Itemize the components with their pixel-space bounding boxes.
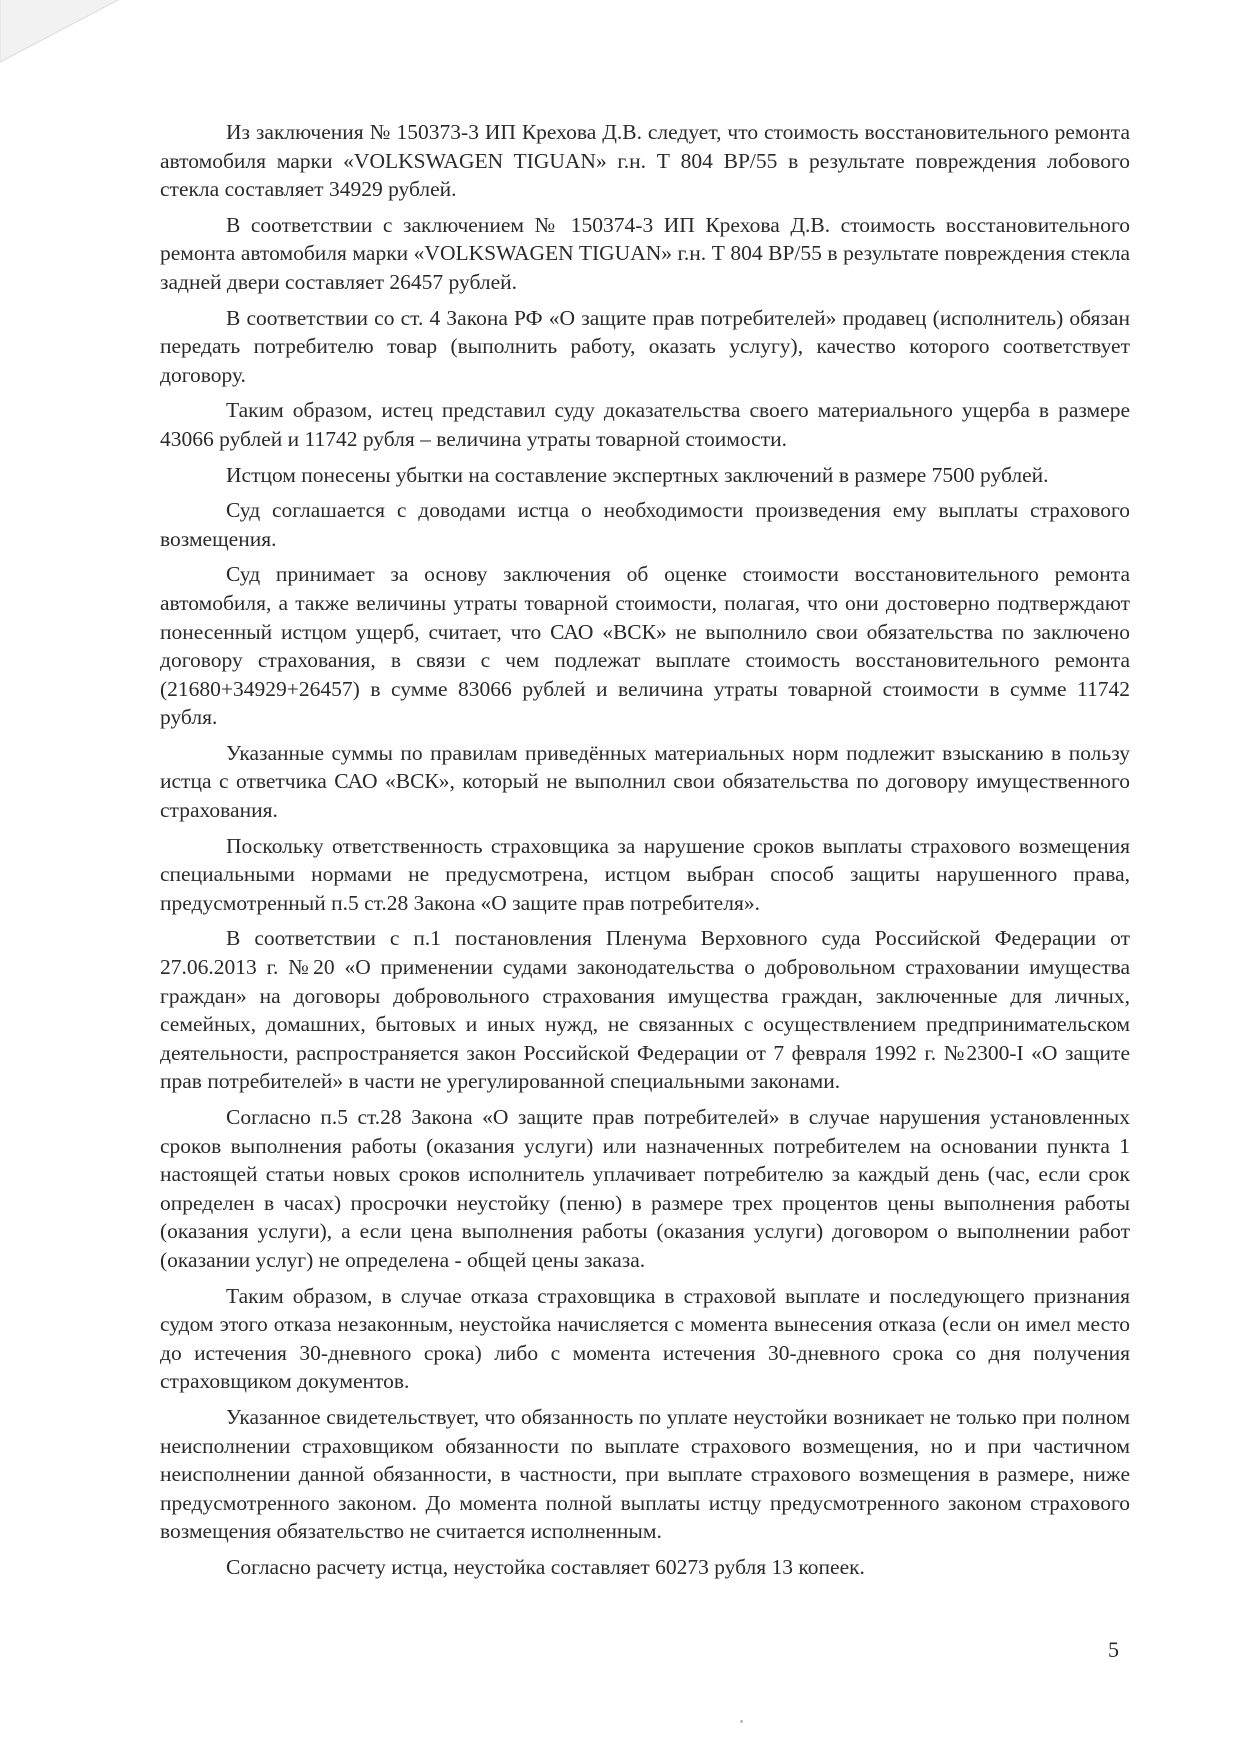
document-body: [160, 118, 1130, 1589]
paragraph-10: В соответствии с п.1 постановления Пленума Верховного суда Российской Федерации от 27.06.2013 г. №20 «О применении судами законодательства о добровольном страховании имущества граждан» на договоры добровольного страхования имущества граждан, заключенные для личных, семейных, домашних, бытовых и иных нужд, не связанных с осуществлением предпринимательском деятельности, распространяется закон Российской Федерации от 7 февраля 1992 г. №2300-I «О защите прав потребителей» в части не урегулированной специальными законами.: [160, 926, 1130, 1094]
paragraph-3: В соответствии со ст. 4 Закона РФ «О защите прав потребителей» продавец (исполнитель) обязан передать потребителю товар (выполнить работу, оказать услугу), качество которого соответствует договору.: [160, 305, 1130, 387]
paragraph-11: Согласно п.5 ст.28 Закона «О защите прав потребителей» в случае нарушения установленных сроков выполнения работы (оказания услуги) или назначенных потребителем на основании пункта 1 настоящей статьи новых сроков исполнитель уплачивает потребителю за каждый день (час, если срок определен в часах) просрочки неустойку (пеню) в размере трех процентов цены выполнения работы (оказания услуги), а если цена выполнения работы (оказания услуги) договором о выполнении работ (оказании услуг) не определена - общей цены заказа.: [160, 1105, 1130, 1272]
paragraph-2: В соответствии с заключением № 150374-3 ИП Крехова Д.В. стоимость восстановительного ремонта автомобиля марки «VOLKSWAGEN TIGUAN» г.н. Т 804 ВР/55 в результате повреждения стекла задней двери составляет 26457 рублей.: [160, 212, 1130, 294]
paragraph-8: Указанные суммы по правилам приведённых материальных норм подлежит взысканию в пользу истца с ответчика САО «ВСК», который не выполнил свои обязательства по договору имущественного страхования.: [160, 740, 1130, 823]
paragraph-13: Указанное свидетельствует, что обязанность по уплате неустойки возникает не только при полном неисполнении страховщиком обязанности по выплате страхового возмещения, но и при частичном неисполнении данной обязанности, в частности, при выплате страхового возмещения в размере, ниже предусмотренного законом. До момента полной выплаты истцу предусмотренного законом страхового возмещения обязательство не считается исполненным.: [160, 1404, 1130, 1544]
paragraph-5: Истцом понесены убытки на составление экспертных заключений в размере 7500 рублей.: [226, 462, 1049, 487]
paragraph-1: Из заключения № 150373-3 ИП Крехова Д.В. следует, что стоимость восстановительного ремонта автомобиля марки «VOLKSWAGEN TIGUAN» г.н. Т 804 ВР/55 в результате повреждения лобового стекла составляет 34929 рублей.: [160, 120, 1130, 202]
paragraph-14: Согласно расчету истца, неустойка составляет 60273 рубля 13 копеек.: [226, 1554, 865, 1579]
page-number: 5: [1108, 1637, 1119, 1662]
scan-speck: [740, 1720, 743, 1723]
paragraph-6: Суд соглашается с доводами истца о необходимости произведения ему выплаты страхового возмещения.: [160, 498, 1130, 551]
paragraph-7: Суд принимает за основу заключения об оценке стоимости восстановительного ремонта автомобиля, а также величины утраты товарной стоимости, полагая, что они достоверно подтверждают понесенный истцом ущерб, считает, что САО «ВСК» не выполнило свои обязательства по заключено договору страхования, в связи с чем подлежат выплате стоимость восстановительного ремонта (21680+34929+26457) в сумме 83066 рублей и величина утраты товарной стоимости в сумме 11742 рубля.: [160, 562, 1130, 730]
paragraph-4: Таким образом, истец представил суду доказательства своего материального ущерба в размере 43066 рублей и 11742 рубля – величина утраты товарной стоимости.: [160, 398, 1130, 451]
paragraph-9: Поскольку ответственность страховщика за нарушение сроков выплаты страхового возмещения специальными нормами не предусмотрена, истцом выбран способ защиты нарушенного права, предусмотренный п.5 ст.28 Закона «О защите прав потребителя».: [160, 833, 1130, 915]
paragraph-12: Таким образом, в случае отказа страховщика в страховой выплате и последующего признания судом этого отказа незаконным, неустойка начисляется с момента вынесения отказа (если он имел место до истечения 30-дневного срока) либо с момента истечения 30-дневного срока со дня получения страховщиком документов.: [160, 1283, 1130, 1394]
folded-corner-mark: [0, 0, 130, 80]
